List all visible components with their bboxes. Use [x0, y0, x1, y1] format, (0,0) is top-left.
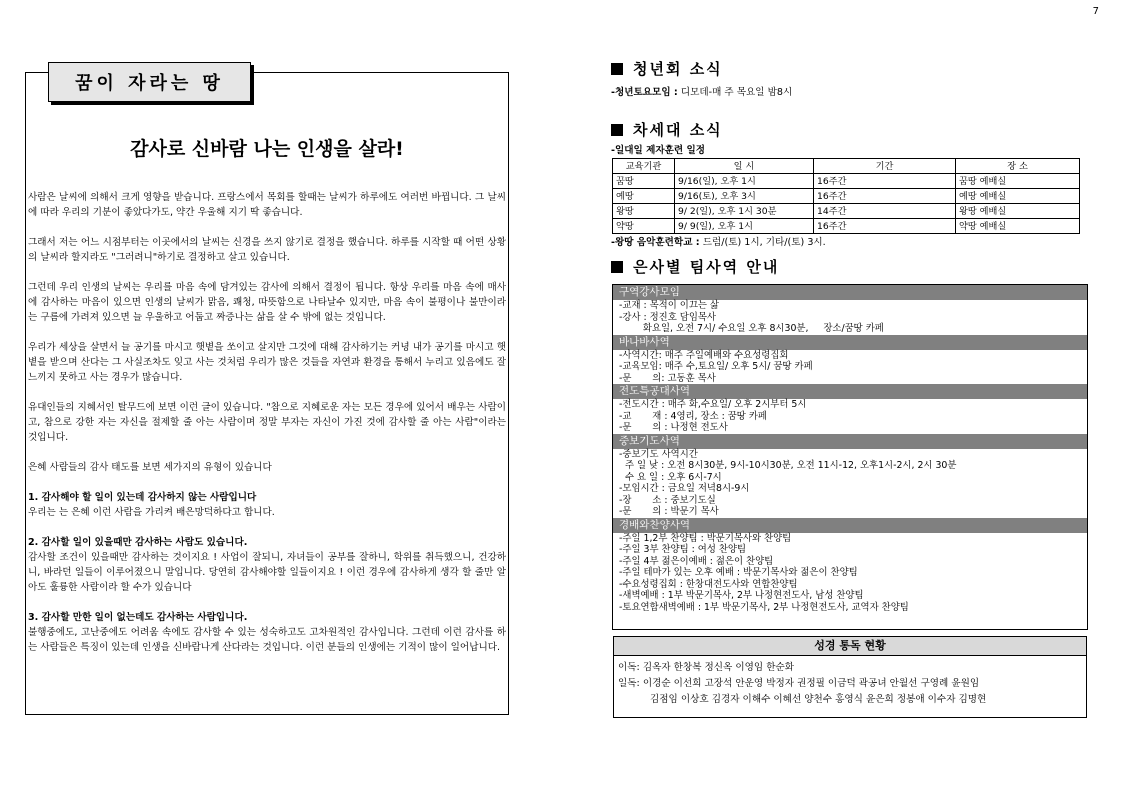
bible-reading-line: 일독: 이경순 이선희 고장석 안운영 박정자 권정필 이금덕 곽공녀 안월선 구영례 윤원임 [618, 678, 980, 689]
group-line: -교재 : 목적이 이끄는 삶 [619, 300, 719, 311]
table-cell: 9/16(토), 오후 3시 [675, 189, 814, 204]
group-line: -토요연합새벽예배 : 1부 박문기목사, 2부 나정현전도사, 교역자 찬양팀 [619, 601, 909, 613]
table-header-row [613, 159, 1080, 174]
point-heading: 3. 감사할 만한 일이 없는데도 감사하는 사람입니다. [28, 612, 248, 623]
column-title: 꿈이 자라는 땅 [48, 62, 251, 102]
nextgen-section-title: 차세대 소식 [611, 119, 723, 140]
group-line: -교 재 : 4영리, 장소 : 꿈땅 카페 [619, 410, 767, 422]
ministry-section-title: 은사별 팀사역 안내 [611, 256, 779, 277]
group-line: 주 일 낮 : 오전 8시30분, 9시-10시30분, 오전 11시-12, 오후1시-2시, 2시 30분 [619, 460, 957, 471]
table-cell: 예땅 예배실 [956, 189, 1080, 204]
group-line: -문 의 : 박문기 목사 [619, 506, 719, 517]
group-header: 바나바사역 [613, 335, 1087, 350]
article-paragraph: 은혜 사람들의 감사 태도를 보면 세가지의 유형이 있습니다 [28, 462, 272, 473]
group-line: -교육모임: 매주 수,토요일/ 오후 5시/ 꿈땅 카페 [619, 361, 813, 372]
youth-line: -청년토요모임 : 디모데-매 주 목요일 밤8시 [611, 87, 793, 98]
youth-section-title: 청년회 소식 [611, 58, 723, 79]
table-cell: 꿈땅 예배실 [956, 174, 1080, 189]
table-row [613, 204, 1080, 219]
point-body: 불행중에도, 고난중에도 어려움 속에도 감사할 수 있는 성숙하고도 고차원적인 감사입니다. 그런데 이런 감사를 하는 사람들은 특징이 있는데 인생을 신바람나게 산다라는 것입니다. 이런 분들의 인생에는 기적이 많이 일어납니다. [28, 627, 506, 653]
group-header: 전도특공대사역 [613, 384, 1087, 399]
bible-reading-title: 성경 통독 현황 [614, 637, 1086, 656]
group-line: -문 의: 고동훈 목사 [619, 372, 716, 384]
table-cell: 예땅 [613, 189, 675, 204]
table-row [613, 219, 1080, 234]
table-cell: 약땅 예배실 [956, 219, 1080, 234]
table-cell: 16주간 [814, 189, 956, 204]
table-row [613, 189, 1080, 204]
article-paragraph: 그래서 저는 어느 시점부터는 이곳에서의 날씨는 신경을 쓰지 않기로 결정을 했습니다. 하루를 시작할 때 어떤 상황의 날씨라 할지라도 "그러려니"하기로 결정하고 살고 있습니다. [28, 237, 506, 263]
square-bullet-icon [611, 261, 623, 273]
group-header: 경배와찬양사역 [613, 518, 1087, 533]
group-line: -주일 테마가 있는 오후 예배 : 박문기목사와 젊은이 찬양팀 [619, 567, 858, 578]
article-paragraph: 유대인들의 지혜서인 탈무드에 보면 이런 글이 있습니다. "참으로 지혜로운 자는 모든 경우에 있어서 배우는 사람이고, 참으로 강한 자는 자신을 절제할 줄 아는 사람이며 정말 부자는 자신이 가진 것에 감사할 줄 아는 사람"이라는 것입니다. [28, 402, 506, 443]
group-line: -전도시간 : 매주 화,수요일/ 오후 2시부터 5시 [619, 399, 807, 410]
table-row [613, 174, 1080, 189]
group-line: 수 요 일 : 오후 6시-7시 [619, 471, 722, 483]
group-line: -강사 : 정진호 담임목사 [619, 311, 716, 323]
ministry-guide-box [612, 284, 1088, 630]
article-headline: 감사로 신바람 나는 인생을 살라! [130, 138, 404, 160]
square-bullet-icon [611, 63, 623, 75]
article-paragraph: 사람은 날씨에 의해서 크게 영향을 받습니다. 프랑스에서 목회를 할때는 날씨가 하루에도 여러번 바뀝니다. 그 날씨에 따라 우리의 기분이 좋았다가도, 약간 우울해 지기 딱 좋습니다. [28, 192, 506, 218]
bible-reading-line: 김점임 이상호 김경자 이해수 이혜선 양천수 홍영식 윤은희 정봉애 이수자 김명현 [650, 694, 987, 705]
table-cell: 16주간 [814, 219, 956, 234]
group-header: 중보기도사역 [613, 434, 1087, 449]
table-cell: 14주간 [814, 204, 956, 219]
discipleship-schedule-table [612, 158, 1080, 234]
table-header: 교육기관 [613, 159, 675, 174]
table-header: 장 소 [956, 159, 1080, 174]
table-header: 일 시 [675, 159, 814, 174]
table-cell: 9/16(일), 오후 1시 [675, 174, 814, 189]
group-line: -새벽예배 : 1부 박문기목사, 2부 나정현전도사, 남성 찬양팀 [619, 590, 864, 601]
group-line: -사역시간: 매주 주일예배와 수요성령집회 [619, 349, 789, 361]
square-bullet-icon [611, 124, 623, 136]
table-cell: 16주간 [814, 174, 956, 189]
point-heading: 2. 감사할 일이 있을때만 감사하는 사람도 있습니다. [28, 537, 248, 548]
group-line: -문 의 : 나정현 전도사 [619, 422, 728, 433]
table-cell: 약땅 [613, 219, 675, 234]
table-cell: 9/ 9(일), 오후 1시 [675, 219, 814, 234]
group-header: 구역강사모임 [613, 285, 1087, 300]
point-body: 감사할 조건이 있을때만 감사하는 것이지요 ! 사업이 잘되니, 자녀들이 공부를 잘하니, 학위를 취득했으니, 건강하니, 바라던 일들이 이루어졌으니 말입니다. 당연히 감사해야할 일들이지요 ! 이런 경우에 감사하게 생각 할 줄만 알아도 훌륭한 사람이라 할 수가 있습니다 [28, 552, 506, 593]
group-line: -주일 1,2부 찬양팀 : 박문기목사와 찬양팀 [619, 532, 792, 544]
group-line: 화요일, 오전 7시/ 수요일 오후 8시30분, 장소/꿈땅 카페 [619, 323, 884, 334]
article-body [28, 190, 506, 670]
music-school-line: -왕땅 음악훈련학교 : 드럼/(토) 1시, 기타/(토) 3시. [611, 237, 826, 248]
group-line: -중보기도 사역시간 [619, 448, 698, 460]
group-line: -주일 4부 젊은이예배 : 젊은이 찬양팀 [619, 555, 774, 567]
page-number: 7 [1092, 6, 1099, 17]
article-paragraph: 우리가 세상을 살면서 늘 공기를 마시고 햇볕을 쏘이고 살지만 그것에 대해 감사하기는 커녕 내가 공기를 마시고 햇볕을 받으며 산다는 그 사실조차도 잊고 사는 것처럼 우리가 많은 것들을 자연과 환경을 통해서 누리고 있음에도 잘 느끼지 못하고 사는 경우가 많습니다. [28, 342, 506, 383]
point-body: 우리는 는 은혜 이런 사람을 가리켜 배은망덕하다고 합니다. [28, 507, 275, 518]
point-heading: 1. 감사해야 할 일이 있는데 감사하지 않는 사람입니다 [28, 492, 257, 503]
group-line: -장 소 : 중보기도실 [619, 494, 716, 506]
nextgen-subtitle: -일대일 제자훈련 일정 [611, 145, 706, 156]
table-cell: 9/ 2(일), 오후 1시 30분 [675, 204, 814, 219]
bible-reading-line: 이독: 김옥자 한창복 정신옥 이영임 한순화 [618, 662, 795, 673]
table-cell: 왕땅 예배실 [956, 204, 1080, 219]
group-line: -수요성령집회 : 한창대전도사와 연합찬양팀 [619, 578, 798, 590]
group-line: -주일 3부 찬양팀 : 여성 찬양팀 [619, 544, 747, 555]
group-line: -모임시간 : 금요일 저녁8시-9시 [619, 483, 750, 494]
article-paragraph: 그런데 우리 인생의 날씨는 우리를 마음 속에 담겨있는 감사에 의해서 결정이 됩니다. 항상 우리를 마음 속에 매사에 감사하는 마음이 있으면 인생의 날씨가 맑음, 쾌청, 따뜻함으로 나타날수 있지만, 마음 속이 불평이나 불만이라는 구름에 가려져 있으면 늘 우울하고 어둡고 짜증나는 삶을 살 수 밖에 없는 것입니다. [28, 282, 506, 323]
table-cell: 꿈땅 [613, 174, 675, 189]
bible-reading-box [613, 636, 1087, 718]
table-cell: 왕땅 [613, 204, 675, 219]
table-header: 기간 [814, 159, 956, 174]
